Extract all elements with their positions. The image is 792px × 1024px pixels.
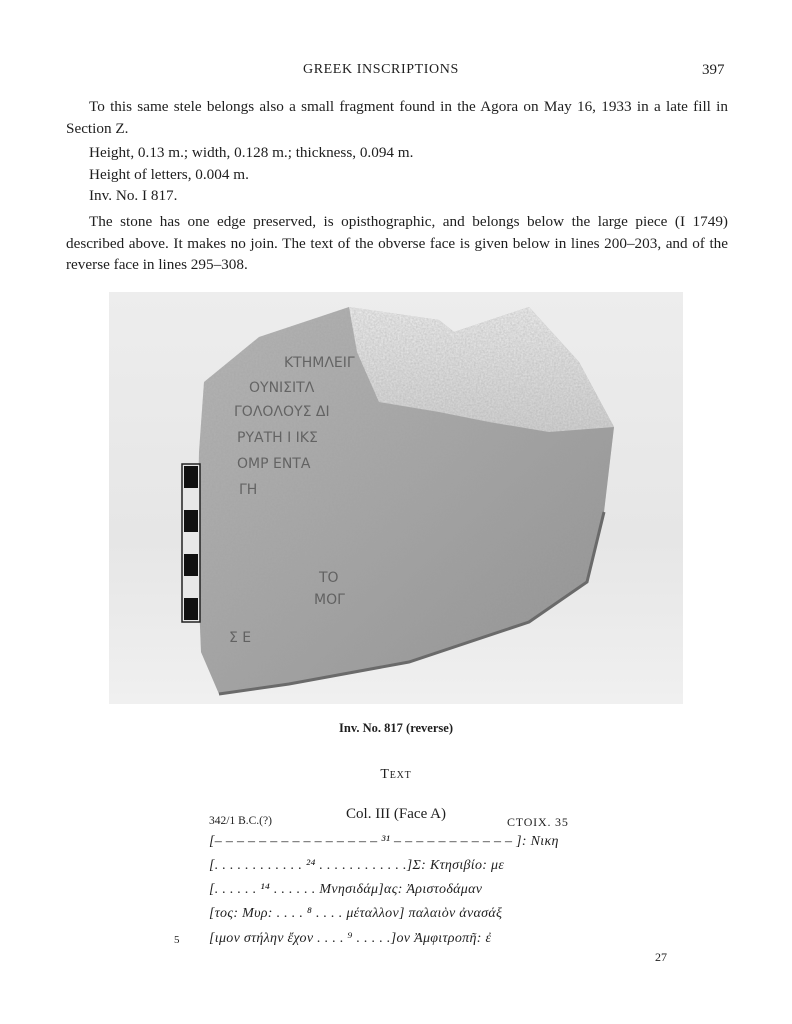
description-paragraph [66,211,728,276]
section-heading: Text [380,767,412,782]
svg-text:ΤΟ: ΤΟ [319,570,339,586]
figure-caption: Inv. No. 817 (reverse) [339,721,453,735]
svg-text:ΡΥΑΤΗ Ι ΙΚΣ: ΡΥΑΤΗ Ι ΙΚΣ [237,430,318,446]
page-number: 397 [702,62,725,78]
inscription-line: [. . . . . . ¹⁴ . . . . . . Μνησιδάμ]ας: Ἀριστοδάμαν [209,882,483,897]
inscription-line: [– – – – – – – – – – – – – – – ³¹ – – – – – – – – – – – ]: Νικη [209,834,559,849]
svg-text:ΚΤΗΜΛΕΙΓ: ΚΤΗΜΛΕΙΓ [284,355,355,371]
signature-folio: 27 [655,950,667,964]
stone-fragment-image [109,292,683,704]
epigraphic-edition [0,800,792,970]
svg-text:ΓΗ: ΓΗ [239,482,258,498]
stone-photograph [109,292,683,704]
inscription-line: [. . . . . . . . . . . . ²⁴ . . . . . . . . . . . .]Σ: Κτησιβίο: με [209,858,505,873]
line-number: 5 [174,934,180,946]
edition-date: 342/1 B.C.(?) [209,815,272,827]
measurements-block [89,142,413,207]
inscription-line: [τος: Μυρ: . . . . ⁸ . . . . μέταλλον] παλαιὸν ἀνασάξ [209,906,503,921]
svg-text:Σ Ε: Σ Ε [229,630,252,646]
column-title: Col. III (Face A) [346,806,446,822]
svg-text:ΟΥΝΙΣΙΤΛ: ΟΥΝΙΣΙΤΛ [249,380,315,396]
svg-text:ΜΟΓ: ΜΟΓ [314,592,345,608]
svg-text:ΓΟΛΟΛΟΥΣ ΔΙ: ΓΟΛΟΛΟΥΣ ΔΙ [234,404,330,420]
running-head-title: GREEK INSCRIPTIONS [303,62,459,77]
measurement-inventory: Inv. No. I 817. [89,187,178,204]
intro-text: To this same stele belongs also a small fragment found in the Agora on May 16, 1933 in a late fill in Section Z. [66,98,728,137]
running-head [0,62,792,82]
description-text: The stone has one edge preserved, is opisthographic, and belongs below the large piece (I 1749) described above. It makes no join. The text of the obverse face is given below in lines 200–203, and of the reverse face in lines 295–308. [66,213,728,273]
svg-text:ΟΜΡ ΕΝΤΑ: ΟΜΡ ΕΝΤΑ [237,456,311,472]
measurement-dimensions: Height, 0.13 m.; width, 0.128 m.; thickness, 0.094 m. [89,144,414,161]
stoichedon-count: CTOIX. 35 [507,815,569,829]
inscription-line: [ιμον στήλην ἔχον . . . . ⁹ . . . . .]ον Ἀμφιτροπῆ: ἐ [209,931,492,946]
measurement-letter-height: Height of letters, 0.004 m. [89,165,249,183]
intro-paragraph [66,96,728,139]
